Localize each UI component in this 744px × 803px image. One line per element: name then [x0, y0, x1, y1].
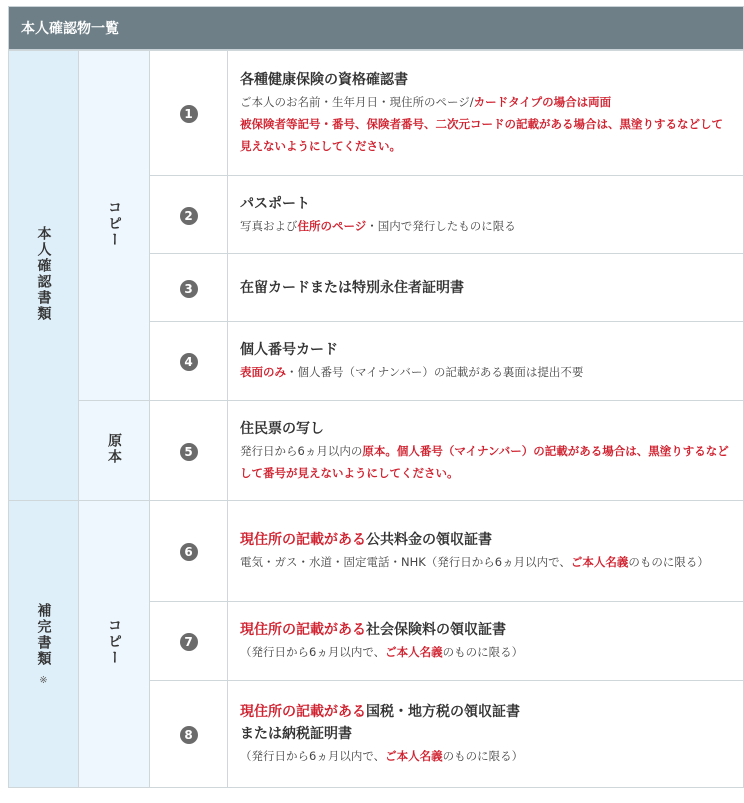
table-title: 本人確認物一覧 — [21, 21, 119, 37]
document-title: 各種健康保険の資格確認書 — [240, 72, 408, 88]
table-row — [9, 51, 744, 176]
detail-text: 発行日から6ヵ月以内の — [240, 443, 363, 458]
number-cell — [150, 254, 228, 322]
category-label: 補完書類 — [35, 602, 52, 667]
document-title: 住民票の写し — [240, 420, 324, 437]
document-table-container — [8, 6, 744, 788]
description-cell — [228, 51, 744, 176]
detail-text: ・個人番号（マイナンバー）の記載がある裏面は提出不要 — [286, 365, 584, 379]
number-badge: 7 — [180, 633, 198, 651]
category-label: 本人確認書類 — [35, 225, 52, 322]
category-note: ※ — [39, 674, 48, 686]
document-detail — [240, 641, 729, 663]
title-emphasis: 現住所の記載がある — [240, 622, 366, 638]
detail-emphasis: カードタイプの場合は両面 — [473, 95, 612, 109]
detail-emphasis: 原本。個人番号（マイナンバー）の記載がある場合は、黒塗りするなどして番号が見えないようにしてください。 — [240, 443, 729, 480]
subcategory-label: コピー — [106, 618, 122, 666]
subcategory-label: 原本 — [106, 432, 122, 465]
document-title-line2: または納税証明書 — [240, 726, 352, 742]
detail-text: 電気・ガス・水道・固定電話・NHK（発行日から6ヵ月以内で、 — [240, 555, 571, 569]
description-cell — [228, 254, 744, 322]
number-badge: 1 — [180, 105, 198, 123]
number-cell — [150, 501, 228, 602]
table-header — [8, 6, 744, 50]
description-cell — [228, 681, 744, 788]
title-text: 国税・地方税の領収証書 — [366, 704, 520, 720]
table-row — [9, 501, 744, 602]
number-cell — [150, 322, 228, 401]
document-title — [240, 619, 729, 641]
detail-text: （発行日から6ヵ月以内で、 — [240, 749, 386, 763]
title-emphasis: 現住所の記載がある — [240, 532, 366, 548]
document-title — [240, 529, 729, 551]
detail-emphasis: 住所のページ — [297, 218, 367, 233]
subcategory-copy — [79, 501, 150, 788]
detail-text: ご本人のお名前・生年月日・現住所のページ/ — [240, 95, 474, 109]
number-cell — [150, 401, 228, 501]
title-text: 公共料金の領収証書 — [366, 532, 492, 548]
identity-documents-table — [8, 50, 744, 788]
number-badge: 2 — [180, 207, 198, 225]
document-title — [240, 701, 729, 723]
document-detail — [240, 440, 729, 484]
description-cell — [228, 322, 744, 401]
number-cell — [150, 602, 228, 681]
number-badge: 5 — [180, 443, 198, 461]
number-badge: 6 — [180, 543, 198, 561]
subcategory-label: コピー — [106, 199, 122, 248]
detail-text: のものに限る） — [442, 645, 524, 659]
table-row — [9, 401, 744, 501]
title-emphasis: 現住所の記載がある — [240, 704, 366, 720]
subcategory-original — [79, 401, 150, 501]
title-text: 社会保険料の領収証書 — [366, 622, 506, 638]
description-cell — [228, 401, 744, 501]
description-cell — [228, 176, 744, 254]
detail-emphasis: ご本人名義 — [385, 749, 443, 763]
detail-text: のものに限る） — [442, 749, 524, 763]
description-cell — [228, 602, 744, 681]
detail-text: （発行日から6ヵ月以内で、 — [240, 645, 386, 659]
number-cell — [150, 51, 228, 176]
description-cell — [228, 501, 744, 602]
detail-text: ・国内で発行したものに限る — [366, 218, 516, 233]
number-badge: 8 — [180, 726, 198, 744]
number-cell — [150, 176, 228, 254]
detail-emphasis: 表面のみ — [240, 365, 286, 379]
document-detail — [240, 91, 729, 157]
document-title: 在留カードまたは特別永住者証明書 — [240, 279, 464, 296]
number-badge: 3 — [180, 280, 198, 298]
category-supplementary — [9, 501, 79, 788]
document-detail — [240, 361, 729, 383]
number-badge: 4 — [180, 353, 198, 371]
category-identity — [9, 51, 79, 501]
document-title: パスポート — [240, 195, 310, 212]
document-detail — [240, 745, 729, 767]
subcategory-copy — [79, 51, 150, 401]
number-cell — [150, 681, 228, 788]
detail-warning: 被保険者等記号・番号、保険者番号、二次元コードの記載がある場合は、黒塗りするなどして見えないようにしてください。 — [240, 117, 723, 153]
detail-emphasis: ご本人名義 — [385, 645, 443, 659]
document-detail — [240, 215, 729, 237]
document-title: 個人番号カード — [240, 342, 338, 358]
document-detail — [240, 551, 729, 573]
detail-text: のものに限る） — [628, 555, 709, 569]
detail-text: 写真および — [240, 218, 298, 233]
detail-emphasis: ご本人名義 — [570, 555, 629, 569]
